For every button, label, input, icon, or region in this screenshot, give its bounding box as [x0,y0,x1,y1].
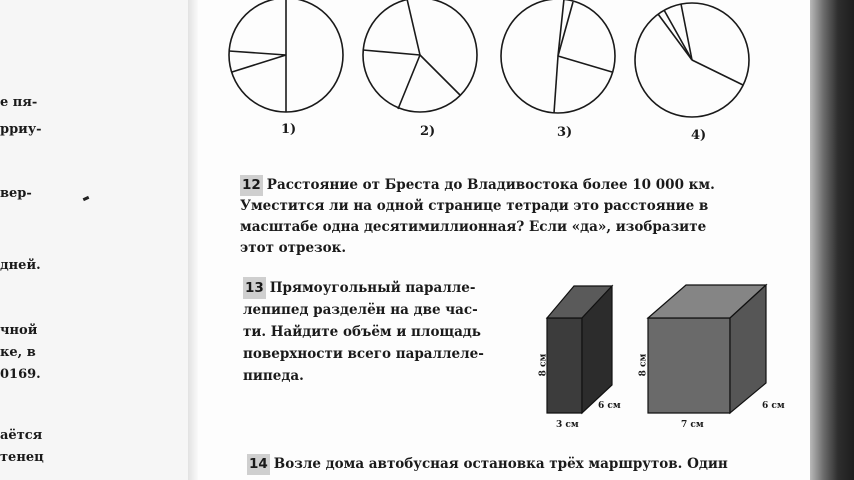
pie-label-3: 3) [557,125,573,140]
task-text-line: лепипед разделён на две час- [243,302,478,318]
pie-label-1: 1) [281,122,297,137]
task-text-line: пипеда. [243,368,304,384]
pie-label-2: 2) [420,124,436,139]
large-box-height-label: 8 см [638,353,649,377]
left-text-fragment: вер- [0,186,32,201]
small-box [547,286,612,413]
task-text-line: поверхности всего параллеле- [243,346,484,362]
small-box-width-label: 3 см [556,420,579,430]
task-14 [247,454,807,475]
left-text-fragment: ке, в [0,345,36,360]
task-number: 13 [243,277,266,299]
task-text-line: Расстояние от Бреста до Владивостока более 10 000 км. [266,177,715,193]
left-text-fragment: рриу- [0,122,42,137]
left-text-fragment: тенец [0,450,44,465]
task-text-line: этот отрезок. [240,240,347,256]
large-box [648,285,766,413]
small-box-depth-label: 6 см [598,401,621,411]
left-text-fragment: 0169. [0,367,41,382]
task-number: 14 [247,454,270,475]
left-text-fragment: чной [0,323,38,338]
task-text-line: масштабе одна десятимиллионная? Если «да», изобразите [240,219,707,235]
task-text-line: Прямоугольный паралле- [269,280,476,296]
task-number: 12 [240,175,263,196]
left-text-fragment: дней. [0,258,41,273]
task-text-line: ти. Найдите объём и площадь [243,324,481,340]
small-box-height-label: 8 см [538,353,549,377]
task-text-line: Уместится ли на одной странице тетради это расстояние в [240,198,709,214]
task-text-line: Возле дома автобусная остановка трёх маршрутов. Один [273,456,728,472]
large-box-depth-label: 6 см [762,401,785,411]
pie-label-4: 4) [691,128,707,143]
left-text-fragment: аётся [0,428,43,443]
large-box-width-label: 7 см [681,420,704,430]
left-text-fragment: е пя- [0,95,38,110]
